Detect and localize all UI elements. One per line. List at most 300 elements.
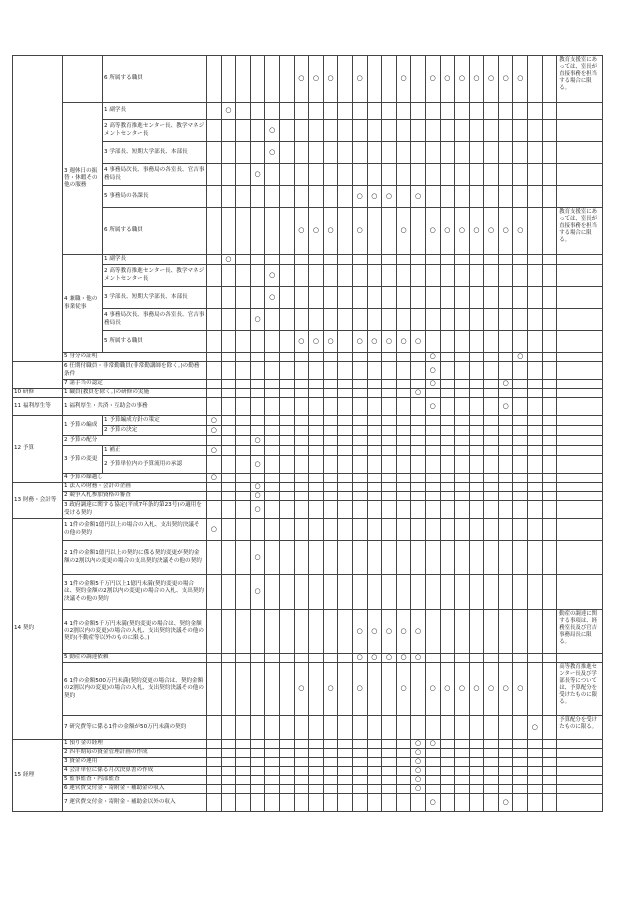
empty-cell bbox=[411, 208, 426, 255]
authority-mark: ○ bbox=[352, 610, 367, 654]
empty-cell bbox=[236, 474, 251, 483]
empty-cell bbox=[323, 255, 338, 265]
empty-cell bbox=[236, 716, 251, 740]
empty-cell bbox=[207, 164, 222, 186]
empty-cell bbox=[309, 398, 324, 416]
empty-cell bbox=[498, 436, 513, 446]
empty-cell bbox=[557, 758, 603, 767]
authority-mark: ○ bbox=[425, 740, 440, 749]
empty-cell bbox=[455, 309, 470, 331]
empty-cell bbox=[367, 776, 382, 785]
empty-cell bbox=[236, 663, 251, 716]
empty-cell bbox=[513, 749, 528, 758]
authority-mark: ○ bbox=[425, 208, 440, 255]
empty-cell bbox=[542, 456, 557, 474]
empty-cell bbox=[484, 389, 499, 398]
authority-mark: ○ bbox=[396, 610, 411, 654]
empty-cell bbox=[265, 776, 280, 785]
empty-cell bbox=[484, 483, 499, 492]
empty-cell bbox=[411, 353, 426, 362]
empty-cell bbox=[338, 749, 353, 758]
empty-cell bbox=[221, 776, 236, 785]
row-label-cell: 1 預り金の経理 bbox=[63, 740, 207, 749]
empty-cell bbox=[207, 120, 222, 142]
empty-cell bbox=[265, 575, 280, 610]
empty-cell bbox=[250, 610, 265, 654]
empty-cell bbox=[498, 492, 513, 501]
empty-cell bbox=[557, 353, 603, 362]
empty-cell bbox=[352, 362, 367, 380]
empty-cell bbox=[542, 501, 557, 519]
empty-cell bbox=[207, 758, 222, 767]
empty-cell bbox=[236, 758, 251, 767]
empty-cell bbox=[352, 120, 367, 142]
authority-mark: ○ bbox=[352, 663, 367, 716]
empty-cell bbox=[352, 389, 367, 398]
empty-cell bbox=[279, 776, 294, 785]
empty-cell bbox=[382, 575, 397, 610]
empty-cell bbox=[221, 56, 236, 103]
empty-cell bbox=[236, 353, 251, 362]
empty-cell bbox=[455, 519, 470, 541]
row-label-cell: 5 所属する職員 bbox=[103, 331, 207, 353]
authority-mark: ○ bbox=[411, 749, 426, 758]
empty-cell bbox=[279, 740, 294, 749]
empty-cell bbox=[279, 416, 294, 426]
empty-cell bbox=[207, 389, 222, 398]
empty-cell bbox=[396, 255, 411, 265]
empty-cell bbox=[367, 436, 382, 446]
empty-cell bbox=[338, 767, 353, 776]
empty-cell bbox=[469, 483, 484, 492]
table-row bbox=[13, 610, 603, 654]
empty-cell bbox=[309, 362, 324, 380]
empty-cell bbox=[396, 749, 411, 758]
empty-cell bbox=[440, 398, 455, 416]
empty-cell bbox=[265, 331, 280, 353]
empty-cell bbox=[221, 120, 236, 142]
empty-cell bbox=[279, 492, 294, 501]
empty-cell bbox=[513, 716, 528, 740]
empty-cell bbox=[557, 398, 603, 416]
empty-cell bbox=[484, 758, 499, 767]
empty-cell bbox=[382, 785, 397, 794]
empty-cell bbox=[396, 120, 411, 142]
empty-cell bbox=[338, 456, 353, 474]
empty-cell bbox=[338, 103, 353, 120]
empty-cell bbox=[396, 426, 411, 436]
empty-cell bbox=[542, 492, 557, 501]
empty-cell bbox=[367, 474, 382, 483]
empty-cell bbox=[484, 654, 499, 663]
empty-cell bbox=[513, 776, 528, 785]
empty-cell bbox=[294, 309, 309, 331]
empty-cell bbox=[425, 575, 440, 610]
empty-cell bbox=[294, 456, 309, 474]
empty-cell bbox=[323, 483, 338, 492]
empty-cell bbox=[528, 309, 543, 331]
empty-cell bbox=[542, 758, 557, 767]
empty-cell bbox=[279, 501, 294, 519]
empty-cell bbox=[411, 663, 426, 716]
empty-cell bbox=[367, 663, 382, 716]
empty-cell bbox=[498, 610, 513, 654]
empty-cell bbox=[469, 794, 484, 812]
authority-mark: ○ bbox=[352, 208, 367, 255]
authority-mark: ○ bbox=[411, 654, 426, 663]
empty-cell bbox=[542, 663, 557, 716]
authority-mark: ○ bbox=[513, 353, 528, 362]
empty-cell bbox=[557, 164, 603, 186]
empty-cell bbox=[455, 426, 470, 436]
empty-cell bbox=[455, 541, 470, 575]
empty-cell bbox=[221, 785, 236, 794]
empty-cell bbox=[382, 164, 397, 186]
empty-cell bbox=[207, 287, 222, 309]
row-label-cell: 6 所属する職員 bbox=[103, 56, 207, 103]
empty-cell bbox=[309, 255, 324, 265]
authority-mark: ○ bbox=[411, 610, 426, 654]
empty-cell bbox=[528, 519, 543, 541]
empty-cell bbox=[265, 380, 280, 389]
row-label-cell: 11 福利厚生等 bbox=[13, 398, 63, 416]
empty-cell bbox=[557, 426, 603, 436]
empty-cell bbox=[323, 740, 338, 749]
empty-cell bbox=[440, 380, 455, 389]
empty-cell bbox=[309, 446, 324, 456]
empty-cell bbox=[352, 776, 367, 785]
empty-cell bbox=[382, 416, 397, 426]
empty-cell bbox=[484, 436, 499, 446]
empty-cell bbox=[338, 758, 353, 767]
empty-cell bbox=[221, 186, 236, 208]
authority-mark: ○ bbox=[207, 519, 222, 541]
empty-cell bbox=[323, 456, 338, 474]
empty-cell bbox=[323, 541, 338, 575]
row-label-cell: 3 資金の運用 bbox=[63, 758, 207, 767]
authority-mark: ○ bbox=[425, 398, 440, 416]
authority-mark: ○ bbox=[367, 610, 382, 654]
empty-cell bbox=[542, 446, 557, 456]
empty-cell bbox=[498, 142, 513, 164]
empty-cell bbox=[455, 164, 470, 186]
empty-cell bbox=[367, 362, 382, 380]
empty-cell bbox=[396, 446, 411, 456]
authority-mark: ○ bbox=[396, 56, 411, 103]
empty-cell bbox=[265, 164, 280, 186]
empty-cell bbox=[323, 309, 338, 331]
empty-cell bbox=[382, 749, 397, 758]
empty-cell bbox=[469, 541, 484, 575]
empty-cell bbox=[382, 103, 397, 120]
row-label-cell: 5 事務局の各課長 bbox=[103, 186, 207, 208]
empty-cell bbox=[309, 749, 324, 758]
empty-cell bbox=[425, 749, 440, 758]
empty-cell bbox=[557, 446, 603, 456]
empty-cell bbox=[367, 767, 382, 776]
empty-cell bbox=[207, 309, 222, 331]
empty-cell bbox=[207, 103, 222, 120]
empty-cell bbox=[513, 398, 528, 416]
empty-cell bbox=[265, 309, 280, 331]
empty-cell bbox=[352, 483, 367, 492]
authority-mark: ○ bbox=[484, 56, 499, 103]
empty-cell bbox=[498, 331, 513, 353]
empty-cell bbox=[411, 575, 426, 610]
empty-cell bbox=[528, 740, 543, 749]
empty-cell bbox=[396, 380, 411, 389]
empty-cell bbox=[294, 749, 309, 758]
empty-cell bbox=[236, 309, 251, 331]
empty-cell bbox=[382, 398, 397, 416]
authority-mark: ○ bbox=[498, 398, 513, 416]
row-label-cell: 1 補正 bbox=[103, 446, 207, 456]
empty-cell bbox=[338, 785, 353, 794]
empty-cell bbox=[338, 492, 353, 501]
empty-cell bbox=[236, 186, 251, 208]
empty-cell bbox=[309, 436, 324, 446]
empty-cell bbox=[221, 610, 236, 654]
empty-cell bbox=[338, 541, 353, 575]
empty-cell bbox=[294, 776, 309, 785]
empty-cell bbox=[513, 483, 528, 492]
empty-cell bbox=[396, 575, 411, 610]
empty-cell bbox=[455, 785, 470, 794]
authority-mark: ○ bbox=[396, 654, 411, 663]
empty-cell bbox=[542, 767, 557, 776]
table-row bbox=[13, 740, 603, 749]
empty-cell bbox=[484, 120, 499, 142]
empty-cell bbox=[528, 541, 543, 575]
empty-cell bbox=[323, 103, 338, 120]
row-label-cell: 3 学部長、短期大学部長、本部長 bbox=[103, 142, 207, 164]
empty-cell bbox=[294, 186, 309, 208]
empty-cell bbox=[352, 501, 367, 519]
empty-cell bbox=[236, 287, 251, 309]
authority-mark: ○ bbox=[309, 331, 324, 353]
empty-cell bbox=[367, 758, 382, 767]
empty-cell bbox=[411, 541, 426, 575]
empty-cell bbox=[221, 474, 236, 483]
empty-cell bbox=[557, 519, 603, 541]
table-row bbox=[13, 663, 603, 716]
empty-cell bbox=[542, 56, 557, 103]
empty-cell bbox=[382, 426, 397, 436]
authority-mark: ○ bbox=[367, 331, 382, 353]
empty-cell bbox=[411, 164, 426, 186]
empty-cell bbox=[513, 541, 528, 575]
empty-cell bbox=[513, 362, 528, 380]
row-label-cell: 4 事務局次長、事務局の各室長、官吉事務局長 bbox=[103, 164, 207, 186]
empty-cell bbox=[411, 519, 426, 541]
empty-cell bbox=[221, 716, 236, 740]
empty-cell bbox=[352, 416, 367, 426]
empty-cell bbox=[338, 389, 353, 398]
empty-cell bbox=[221, 794, 236, 812]
empty-cell bbox=[279, 103, 294, 120]
empty-cell bbox=[528, 362, 543, 380]
empty-cell bbox=[207, 436, 222, 446]
empty-cell bbox=[323, 265, 338, 287]
empty-cell bbox=[455, 142, 470, 164]
empty-cell bbox=[528, 380, 543, 389]
empty-cell bbox=[265, 785, 280, 794]
empty-cell bbox=[279, 208, 294, 255]
empty-cell bbox=[221, 654, 236, 663]
empty-cell bbox=[236, 794, 251, 812]
remarks-cell: 動産の調達に関する事項は、経務室長及び官吉事務局長に限る。 bbox=[557, 610, 603, 654]
empty-cell bbox=[352, 436, 367, 446]
empty-cell bbox=[469, 654, 484, 663]
empty-cell bbox=[528, 446, 543, 456]
row-label-cell: 14 契約 bbox=[13, 519, 63, 740]
empty-cell bbox=[396, 501, 411, 519]
empty-cell bbox=[469, 186, 484, 208]
empty-cell bbox=[236, 492, 251, 501]
empty-cell bbox=[338, 120, 353, 142]
empty-cell bbox=[294, 474, 309, 483]
empty-cell bbox=[455, 483, 470, 492]
empty-cell bbox=[352, 474, 367, 483]
empty-cell bbox=[440, 483, 455, 492]
empty-cell bbox=[323, 353, 338, 362]
authority-mark: ○ bbox=[469, 56, 484, 103]
empty-cell bbox=[323, 398, 338, 416]
row-label-cell: 6 所属する職員 bbox=[103, 208, 207, 255]
empty-cell bbox=[207, 353, 222, 362]
empty-cell bbox=[352, 575, 367, 610]
empty-cell bbox=[279, 426, 294, 436]
table-row bbox=[13, 446, 603, 456]
empty-cell bbox=[425, 785, 440, 794]
empty-cell bbox=[542, 519, 557, 541]
empty-cell bbox=[221, 492, 236, 501]
authority-mark: ○ bbox=[382, 610, 397, 654]
authority-mark: ○ bbox=[367, 654, 382, 663]
empty-cell bbox=[513, 426, 528, 436]
empty-cell bbox=[294, 446, 309, 456]
empty-cell bbox=[484, 492, 499, 501]
empty-cell bbox=[309, 716, 324, 740]
empty-cell bbox=[557, 776, 603, 785]
empty-cell bbox=[382, 255, 397, 265]
empty-cell bbox=[440, 456, 455, 474]
authority-mark: ○ bbox=[498, 380, 513, 389]
empty-cell bbox=[338, 255, 353, 265]
row-label-cell: 15 経理 bbox=[13, 740, 63, 812]
row-label-cell: 1 予算編成方針の策定 bbox=[103, 416, 207, 426]
empty-cell bbox=[236, 398, 251, 416]
empty-cell bbox=[221, 353, 236, 362]
row-label-cell: 4 兼職・他の事業従事 bbox=[63, 255, 103, 353]
empty-cell bbox=[411, 380, 426, 389]
empty-cell bbox=[528, 331, 543, 353]
empty-cell bbox=[309, 287, 324, 309]
empty-cell bbox=[455, 353, 470, 362]
row-label-cell: 2 高等教育推進センター長、教学マネジメントセンター長 bbox=[103, 120, 207, 142]
empty-cell bbox=[323, 164, 338, 186]
empty-cell bbox=[265, 519, 280, 541]
empty-cell bbox=[382, 353, 397, 362]
empty-cell bbox=[382, 716, 397, 740]
empty-cell bbox=[265, 654, 280, 663]
empty-cell bbox=[338, 610, 353, 654]
empty-cell bbox=[557, 309, 603, 331]
empty-cell bbox=[528, 103, 543, 120]
empty-cell bbox=[367, 142, 382, 164]
empty-cell bbox=[265, 474, 280, 483]
empty-cell bbox=[557, 362, 603, 380]
table-row bbox=[13, 749, 603, 758]
empty-cell bbox=[469, 309, 484, 331]
empty-cell bbox=[469, 740, 484, 749]
empty-cell bbox=[455, 794, 470, 812]
empty-cell bbox=[484, 456, 499, 474]
authority-mark: ○ bbox=[207, 446, 222, 456]
empty-cell bbox=[528, 56, 543, 103]
empty-cell bbox=[221, 519, 236, 541]
empty-cell bbox=[382, 474, 397, 483]
empty-cell bbox=[279, 749, 294, 758]
authority-mark: ○ bbox=[382, 186, 397, 208]
empty-cell bbox=[498, 541, 513, 575]
empty-cell bbox=[309, 103, 324, 120]
authority-mark: ○ bbox=[513, 56, 528, 103]
empty-cell bbox=[557, 492, 603, 501]
empty-cell bbox=[469, 103, 484, 120]
authority-mark: ○ bbox=[250, 436, 265, 446]
empty-cell bbox=[498, 776, 513, 785]
empty-cell bbox=[469, 287, 484, 309]
empty-cell bbox=[425, 776, 440, 785]
empty-cell bbox=[207, 501, 222, 519]
empty-cell bbox=[469, 492, 484, 501]
empty-cell bbox=[250, 353, 265, 362]
empty-cell bbox=[279, 767, 294, 776]
row-label-cell: 1 法人の財務・会計の企画 bbox=[63, 483, 207, 492]
empty-cell bbox=[396, 492, 411, 501]
row-label-cell: 2 予算の配分 bbox=[63, 436, 207, 446]
empty-cell bbox=[440, 436, 455, 446]
empty-cell bbox=[265, 103, 280, 120]
empty-cell bbox=[425, 654, 440, 663]
empty-cell bbox=[265, 208, 280, 255]
authority-mark: ○ bbox=[250, 575, 265, 610]
empty-cell bbox=[484, 142, 499, 164]
table-row bbox=[13, 103, 603, 120]
empty-cell bbox=[469, 380, 484, 389]
empty-cell bbox=[396, 785, 411, 794]
empty-cell bbox=[484, 353, 499, 362]
empty-cell bbox=[557, 142, 603, 164]
empty-cell bbox=[440, 749, 455, 758]
empty-cell bbox=[250, 716, 265, 740]
empty-cell bbox=[294, 265, 309, 287]
empty-cell bbox=[294, 436, 309, 446]
empty-cell bbox=[382, 287, 397, 309]
table-row bbox=[13, 56, 603, 103]
empty-cell bbox=[279, 575, 294, 610]
empty-cell bbox=[440, 767, 455, 776]
table-row bbox=[13, 353, 603, 362]
empty-cell bbox=[294, 794, 309, 812]
remarks-cell: 教育支援室にあっては、室長が直接事務を担当する場合に限る。 bbox=[557, 208, 603, 255]
empty-cell bbox=[557, 749, 603, 758]
empty-cell bbox=[236, 265, 251, 287]
empty-cell bbox=[469, 164, 484, 186]
row-label-cell: 1 副学長 bbox=[103, 255, 207, 265]
empty-cell bbox=[411, 287, 426, 309]
